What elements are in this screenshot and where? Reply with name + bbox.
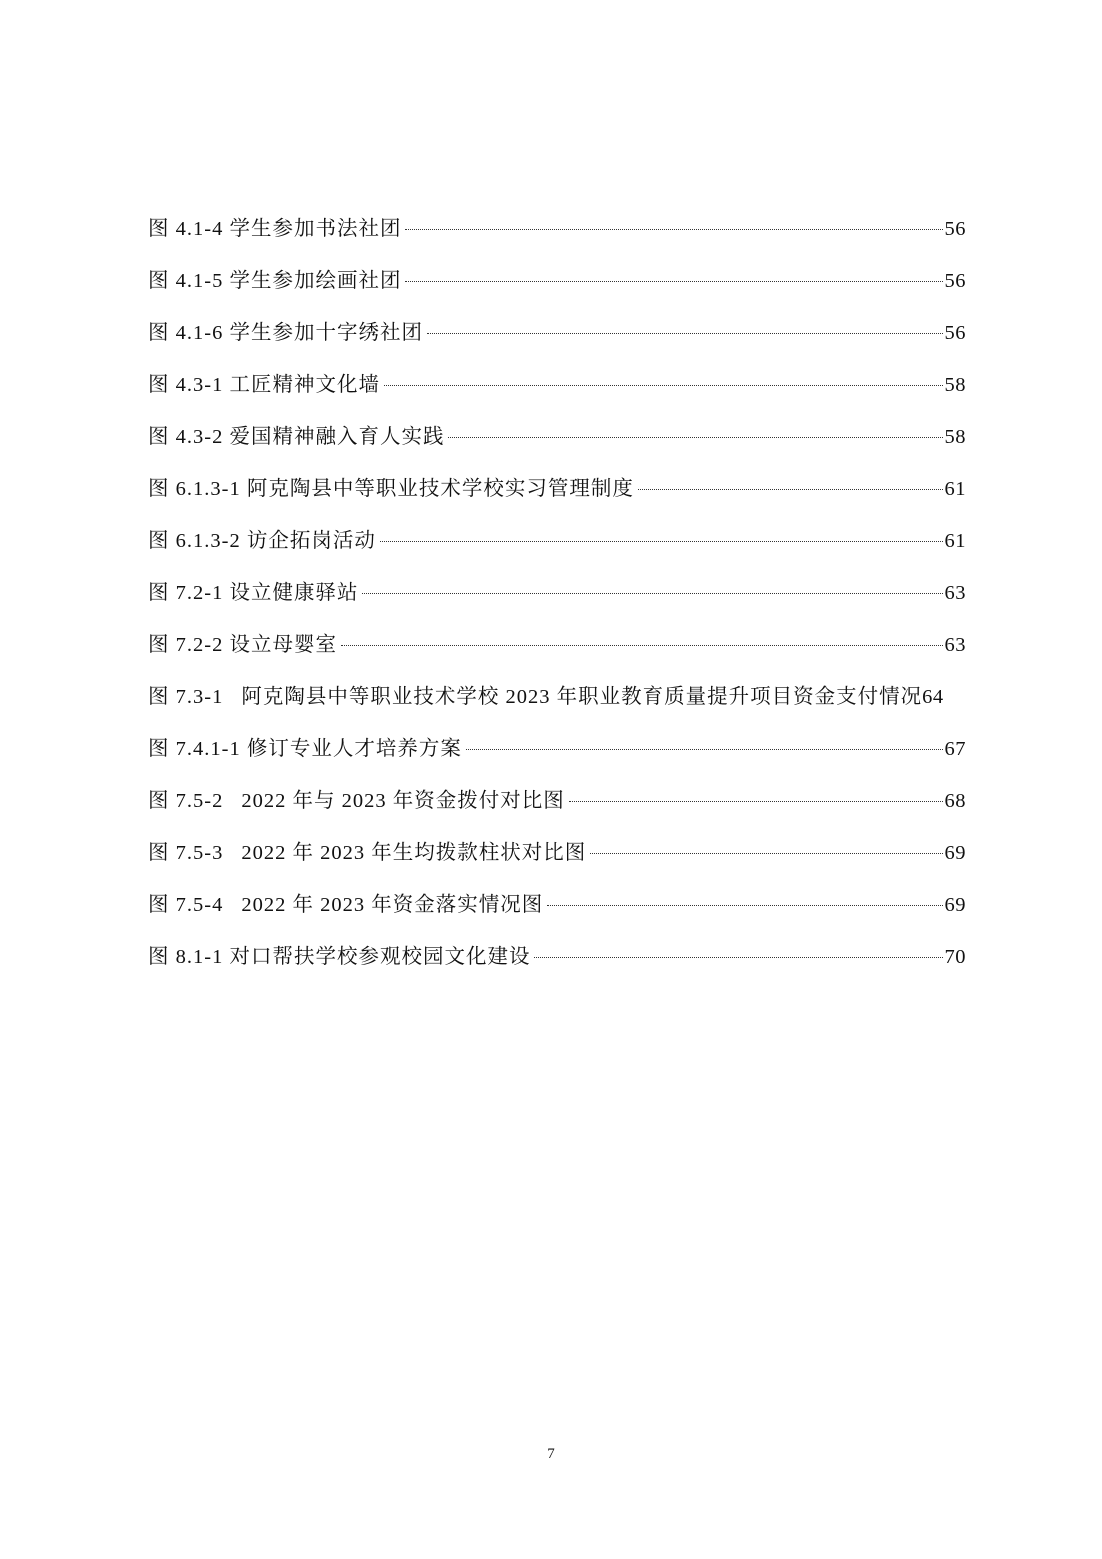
toc-entry[interactable] — [148, 519, 966, 571]
dot-leader — [569, 799, 943, 802]
dot-leader — [362, 591, 942, 594]
toc-entry-number: 图 7.5-3 — [148, 842, 224, 864]
toc-entry-label: 图 6.1.3-1 阿克陶县中等职业技术学校实习管理制度 — [148, 478, 634, 500]
toc-entry[interactable] — [148, 623, 966, 675]
dot-leader — [547, 903, 942, 906]
toc-entry-page: 63 — [944, 634, 966, 656]
toc-entry-page: 70 — [944, 946, 966, 968]
toc-entry[interactable] — [148, 779, 966, 831]
figure-list — [148, 207, 966, 987]
toc-entry[interactable] — [148, 727, 966, 779]
dot-leader — [448, 435, 942, 438]
toc-entry[interactable] — [148, 467, 966, 519]
toc-entry[interactable] — [148, 363, 966, 415]
toc-entry[interactable] — [148, 207, 966, 259]
toc-entry-page: 58 — [944, 426, 966, 448]
toc-entry-title: 2022 年 2023 年资金落实情况图 — [241, 894, 544, 916]
toc-entry-label: 图 4.1-4 学生参加书法社团 — [148, 218, 402, 240]
toc-entry-label: 图 7.4.1-1 修订专业人才培养方案 — [148, 738, 462, 760]
toc-entry[interactable] — [148, 415, 966, 467]
toc-entry-page: 68 — [944, 790, 966, 812]
toc-entry-number: 图 7.5-2 — [148, 790, 224, 812]
toc-entry-page: 56 — [944, 322, 966, 344]
toc-entry-label: 图 4.1-6 学生参加十字绣社团 — [148, 322, 423, 344]
toc-entry[interactable] — [148, 935, 966, 987]
toc-entry[interactable] — [148, 259, 966, 311]
toc-entry[interactable] — [148, 311, 966, 363]
toc-entry-page: 69 — [944, 842, 966, 864]
toc-entry-page: 69 — [944, 894, 966, 916]
toc-entry-page: 58 — [944, 374, 966, 396]
dot-leader — [427, 331, 943, 334]
toc-entry-page: 63 — [944, 582, 966, 604]
toc-entry-label: 图 7.2-1 设立健康驿站 — [148, 582, 359, 604]
dot-leader — [384, 383, 943, 386]
dot-leader — [590, 851, 942, 854]
toc-entry-label — [148, 779, 565, 823]
toc-entry-label: 图 4.3-1 工匠精神文化墙 — [148, 374, 380, 396]
dot-leader — [534, 955, 942, 958]
toc-entry-label: 图 4.1-5 学生参加绘画社团 — [148, 270, 402, 292]
toc-entry-page: 67 — [944, 738, 966, 760]
dot-leader — [341, 643, 943, 646]
toc-entry-page: 56 — [944, 270, 966, 292]
toc-entry-label — [148, 675, 922, 719]
toc-entry-page: 56 — [944, 218, 966, 240]
toc-entry-label: 图 4.3-2 爱国精神融入育人实践 — [148, 426, 445, 448]
dot-leader — [638, 487, 943, 490]
toc-entry-page: 61 — [944, 530, 966, 552]
toc-entry-title: 2022 年 2023 年生均拨款柱状对比图 — [241, 842, 587, 864]
toc-entry[interactable] — [148, 883, 966, 935]
toc-entry-page: 61 — [944, 478, 966, 500]
toc-entry-label — [148, 831, 586, 875]
toc-entry-title: 阿克陶县中等职业技术学校 2023 年职业教育质量提升项目资金支付情况 — [241, 686, 923, 708]
dot-leader — [466, 747, 943, 750]
toc-entry-label: 图 8.1-1 对口帮扶学校参观校园文化建设 — [148, 946, 531, 968]
toc-entry[interactable] — [148, 831, 966, 883]
toc-entry-page: 64 — [922, 686, 944, 708]
toc-entry-label — [148, 883, 543, 927]
dot-leader — [405, 227, 942, 230]
toc-entry[interactable] — [148, 675, 966, 727]
toc-entry-number: 图 7.3-1 — [148, 686, 224, 708]
toc-entry-label: 图 7.2-2 设立母婴室 — [148, 634, 337, 656]
toc-entry-number: 图 7.5-4 — [148, 894, 224, 916]
page-number: 7 — [547, 1446, 555, 1462]
dot-leader — [380, 539, 943, 542]
toc-entry-title: 2022 年与 2023 年资金拨付对比图 — [241, 790, 565, 812]
toc-entry-label: 图 6.1.3-2 访企拓岗活动 — [148, 530, 376, 552]
dot-leader — [405, 279, 942, 282]
toc-entry[interactable] — [148, 571, 966, 623]
